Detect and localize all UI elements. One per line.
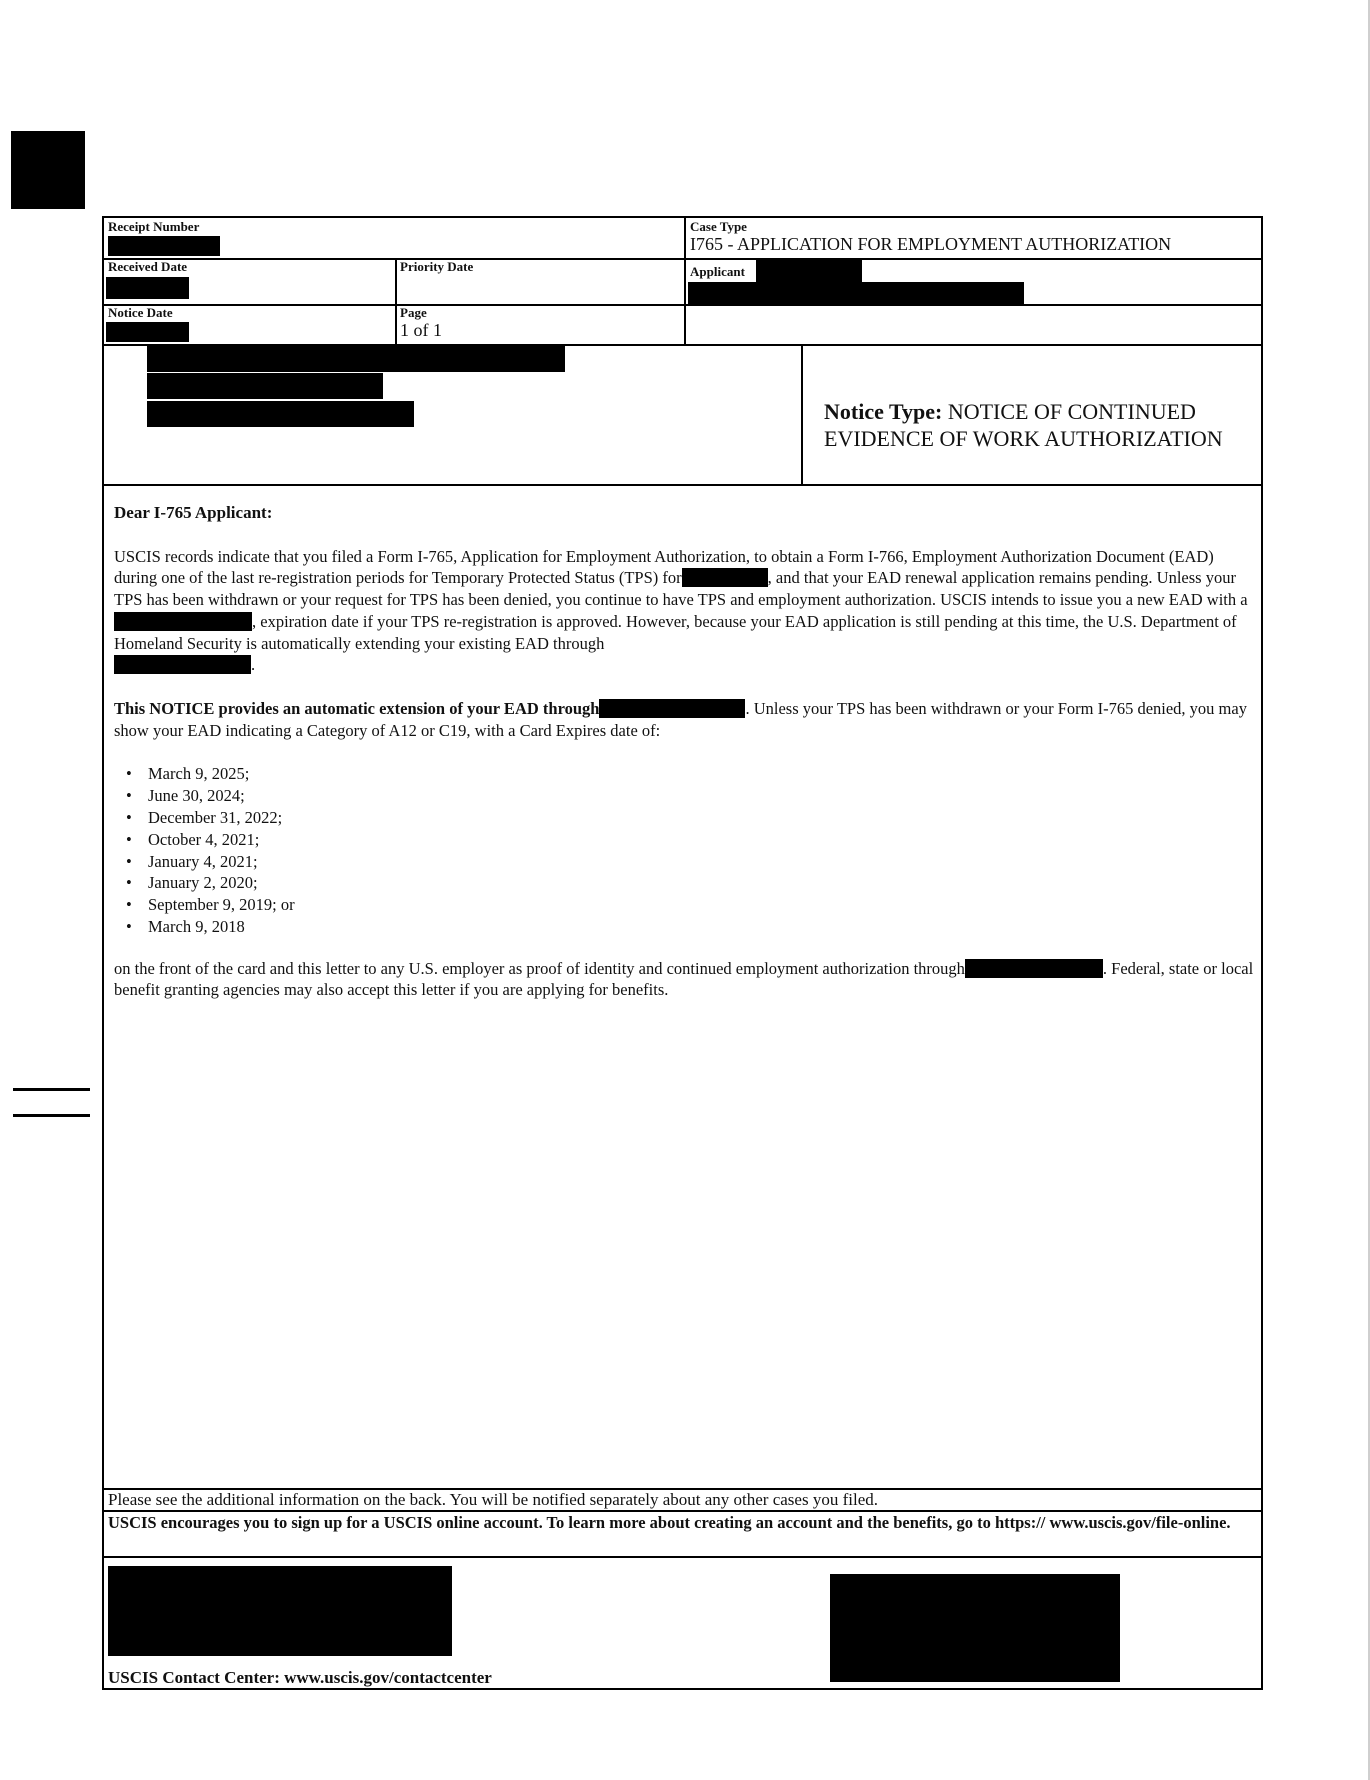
redacted-notice-date [106,322,189,342]
date-list [126,763,1254,937]
paragraph-2-text: . Unless your TPS has been withdrawn or your Form I-765 denied, you may show your EAD indicating a Category of A12 or C19, with a Card Expires date of: [114,698,1247,740]
redacted-date [114,612,252,631]
list-item: • March 9, 2018 [126,916,1254,938]
paragraph-1 [114,546,1254,676]
notice-type-label: Notice Type: [824,399,943,424]
page-value: 1 of 1 [400,320,442,340]
list-item: • January 2, 2020; [126,872,1254,894]
greeting: Dear I-765 Applicant: [114,503,273,522]
applicant-label: Applicant [690,264,745,279]
redacted-applicant-id [756,260,862,282]
online-account-note: USCIS encourages you to sign up for a USCIS online account. To learn more about creating an account and the benefits, go to https:// www.uscis.gov/file-online. [108,1513,1231,1532]
page-label: Page [400,305,427,320]
received-date-label: Received Date [108,259,188,274]
notice-type-line2: EVIDENCE OF WORK AUTHORIZATION [824,426,1223,451]
redacted-applicant-name [688,282,1024,304]
additional-info-note: Please see the additional information on the back. You will be notified separately about any other cases you filed. [108,1490,878,1509]
paragraph-1-text: , expiration date if your TPS re-registration is approved. However, because your EAD application is still pending at this time, the U.S. Department of Homeland Security is automatically extending your existing EAD through [114,611,1237,653]
list-item: • March 9, 2025; [126,763,1254,785]
redacted-date [599,699,745,718]
divider [395,258,397,344]
notice-form [102,216,1263,1690]
divider [104,258,1261,260]
paragraph-1-text: USCIS records indicate that you filed a Form I-765, Application for Employment Authorization, to obtain a Form I-766, Employment Authorization Document (EAD) during one of the last re-registration periods for Temporary Protected Status (TPS) for [114,546,1214,588]
letter-body [114,502,1254,1001]
receipt-number-label: Receipt Number [108,219,200,234]
notice-date-label: Notice Date [108,305,173,320]
paragraph-1-text: , and that your EAD renewal application remains pending. Unless your TPS has been withdrawn or your request for TPS has been denied, you continue to have TPS and employment authorization. USCIS intends to issue you a new EAD with a [114,568,1248,610]
notice-type [824,398,1254,452]
divider [104,484,1261,486]
case-type-value: I765 - APPLICATION FOR EMPLOYMENT AUTHORIZATION [690,234,1172,254]
redacted-barcode [830,1574,1120,1682]
list-item: • December 31, 2022; [126,807,1254,829]
redacted-date [965,959,1103,978]
paragraph-3 [114,958,1254,1001]
list-item: • September 9, 2019; or [126,894,1254,916]
paragraph-3-text: on the front of the card and this letter to any U.S. employer as proof of identity and continued employment authorization through [114,958,965,978]
fold-mark-bottom [13,1114,90,1117]
list-item: • June 30, 2024; [126,785,1254,807]
redacted-address-line [147,401,414,427]
divider [684,218,686,344]
redacted-date [114,655,251,674]
fold-mark-top [13,1088,90,1091]
paragraph-1-text: . [251,655,256,675]
contact-center-info: USCIS Contact Center: www.uscis.gov/contactcenter [108,1668,492,1687]
divider [104,1556,1261,1558]
redacted-address-line [147,346,565,372]
paragraph-3-text: . Federal, state or local benefit granting agencies may also accept this letter if you are applying for benefits. [114,958,1254,1000]
case-type-label: Case Type [690,219,747,234]
divider [104,304,1261,306]
redacted-received-date [106,277,189,299]
paragraph-2 [114,698,1254,741]
divider [801,344,803,484]
paragraph-2-bold: This NOTICE provides an automatic extension of your EAD through [114,698,600,718]
redacted-address-line [147,373,383,399]
redacted-corner-mark [11,131,85,209]
redacted-receipt-number [108,236,220,256]
list-item: • January 4, 2021; [126,851,1254,873]
notice-type-line1: NOTICE OF CONTINUED [947,399,1196,424]
list-item: • October 4, 2021; [126,829,1254,851]
redacted-office-address [108,1566,452,1656]
redacted-country [682,568,768,587]
priority-date-label: Priority Date [400,259,474,274]
